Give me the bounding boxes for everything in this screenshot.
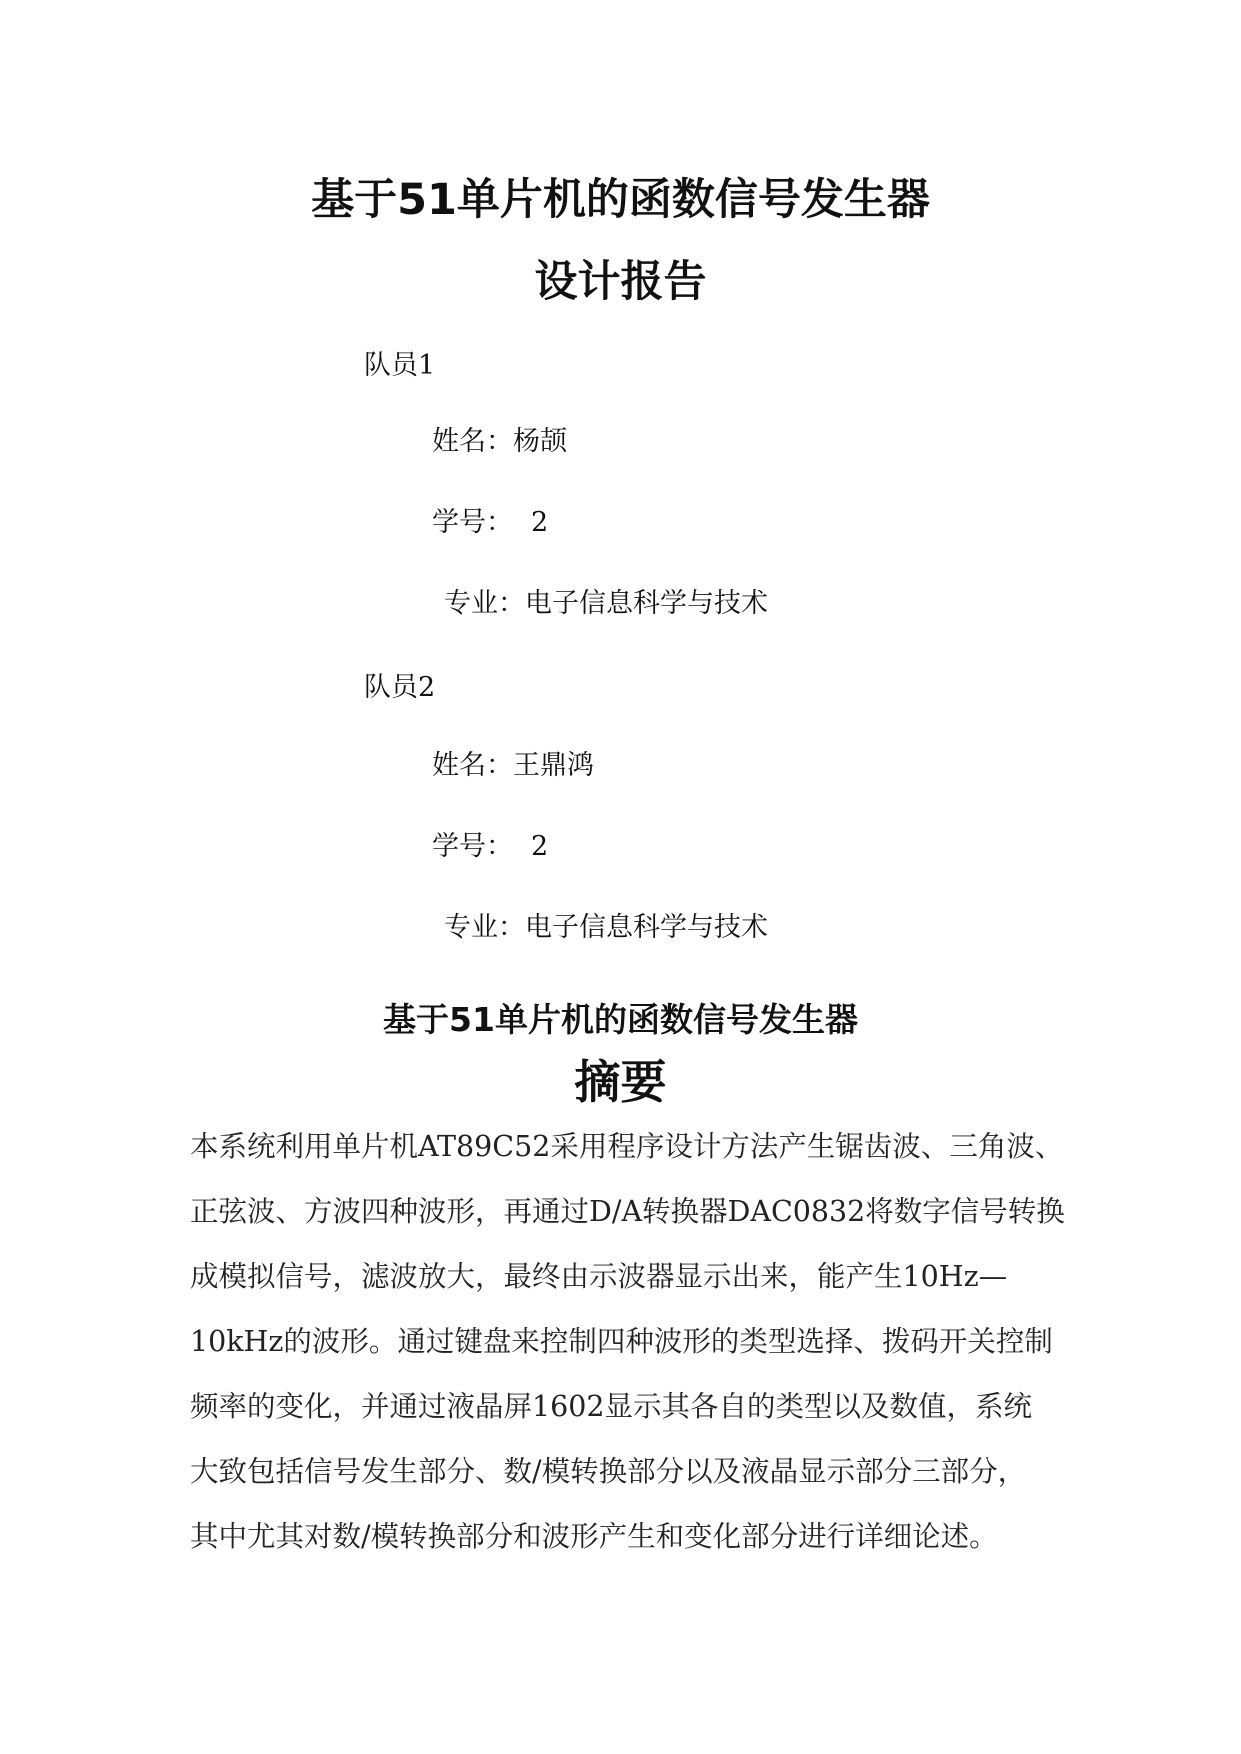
member-2-heading: 队员2 (364, 672, 436, 703)
member-1-id: 2 (531, 507, 549, 538)
member-1-name: 杨颉 (513, 426, 567, 457)
member-1-id-label: 学号： (432, 507, 513, 538)
report-title: 基于51单片机的函数信号发生器 (311, 175, 930, 225)
member-1-major-label: 专业： (444, 588, 525, 619)
abstract-line-7: 其中尤其对数/模转换部分和波形产生和变化部分进行详细论述。 (190, 1520, 998, 1553)
member-2-id-row (432, 829, 548, 865)
member-1-id-row (432, 505, 548, 541)
abstract-line-1: 本系统利用单片机AT89C52采用程序设计方法产生锯齿波、三角波、 (190, 1130, 1064, 1163)
member-2-id-label: 学号： (432, 831, 513, 862)
abstract-line-4: 10kHz的波形。通过键盘来控制四种波形的类型选择、拨码开关控制 (190, 1325, 1053, 1358)
member-2-name-row (432, 748, 594, 784)
member-2-name: 王鼎鸿 (513, 750, 594, 781)
abstract-heading: 摘要 (574, 1055, 667, 1109)
member-1-major-row (444, 586, 768, 622)
member-2-name-label: 姓名： (432, 750, 513, 781)
abstract-line-2: 正弦波、方波四种波形，再通过D/A转换器DAC0832将数字信号转换 (190, 1195, 1065, 1228)
abstract-line-3: 成模拟信号，滤波放大，最终由示波器显示出来，能产生10Hz— (190, 1260, 1008, 1293)
member-1-name-row (432, 424, 567, 460)
member-2-id: 2 (531, 831, 549, 862)
abstract-subtitle: 基于51单片机的函数信号发生器 (383, 1000, 858, 1039)
abstract-line-6: 大致包括信号发生部分、数/模转换部分以及液晶显示部分三部分， (190, 1455, 1027, 1488)
abstract-line-5: 频率的变化，并通过液晶屏1602显示其各自的类型以及数值，系统 (190, 1390, 1033, 1423)
report-subtitle: 设计报告 (534, 257, 707, 307)
member-2-major: 电子信息科学与技术 (525, 912, 768, 943)
member-1-name-label: 姓名： (432, 426, 513, 457)
member-1-major: 电子信息科学与技术 (525, 588, 768, 619)
member-2-major-label: 专业： (444, 912, 525, 943)
member-2-major-row (444, 910, 768, 946)
member-1-heading: 队员1 (364, 350, 436, 381)
